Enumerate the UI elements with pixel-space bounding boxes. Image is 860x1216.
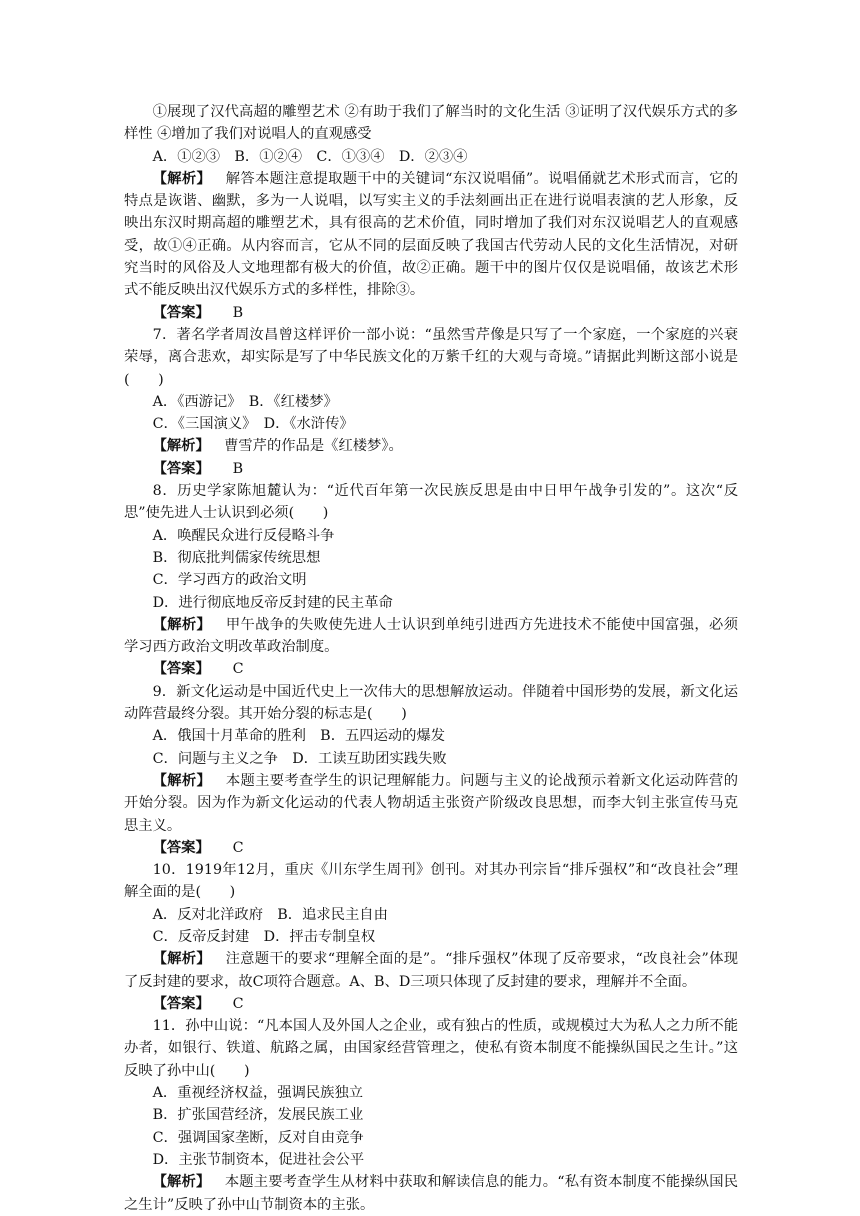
analysis-label: 【解析】 bbox=[152, 170, 212, 187]
answer-label: 【答案】 bbox=[152, 661, 210, 678]
analysis-label: 【解析】 bbox=[152, 951, 211, 968]
q8-option-a: A．唤醒民众进行反侵略斗争 bbox=[152, 527, 335, 544]
q6-answer bbox=[124, 302, 738, 324]
q8-option-d: D．进行彻底地反帝反封建的民主革命 bbox=[152, 594, 393, 611]
q10-options-cd: C．反帝反封建 D．抨击专制皇权 bbox=[152, 928, 376, 945]
answer-value: C bbox=[232, 839, 244, 856]
q9-options-ab: A．俄国十月革命的胜利 B．五四运动的爆发 bbox=[152, 728, 446, 745]
analysis-text: 本题主要考查学生的识记理解能力。问题与主义的论战预示着新文化运动阵营的开始分裂。因为作为新文化运动的代表人物胡适主张资产阶级改良思想，而李大钊主张宣传马克思主义。 bbox=[124, 772, 738, 834]
q7-stem: 7．著名学者周汝昌曾这样评价一部小说：“虽然雪芹像是只写了一个家庭，一个家庭的兴衰荣辱，离合悲欢，却实际是写了中华民族文化的万紫千红的大观与奇境。”请据此判断这部小说是( ) bbox=[124, 326, 738, 388]
analysis-text: 注意题干的要求“理解全面的是”。“排斥强权”体现了反帝要求，“改良社会”体现了反封建的要求，故C项符合题意。A、B、D三项只体现了反封建的要求，理解并不全面。 bbox=[124, 951, 738, 990]
q10-analysis bbox=[124, 948, 738, 993]
analysis-text: 曹雪芹的作品是《红楼梦》。 bbox=[224, 438, 403, 455]
q9-answer bbox=[124, 837, 738, 859]
q8-option-c: C．学习西方的政治文明 bbox=[152, 572, 307, 589]
answer-value: C bbox=[232, 661, 244, 678]
analysis-text: 甲午战争的失败使先进人士认识到单纯引进西方先进技术不能使中国富强，必须学习西方政治文明改革政治制度。 bbox=[124, 616, 738, 656]
q7-options-cd: C．《三国演义》 D．《水浒传》 bbox=[152, 416, 354, 433]
answer-label: 【答案】 bbox=[152, 304, 210, 321]
q10-stem: 10．1919年12月，重庆《川东学生周刊》创刊。对其办刊宗旨“排斥强权”和“改良社会”理解全面的是( ) bbox=[124, 862, 738, 901]
q8-analysis bbox=[124, 614, 738, 659]
analysis-text: 本题主要考查学生从材料中获取和解读信息的能力。“私有资本制度不能操纵国民之生计”反映了孙中山节制资本的主张。 bbox=[124, 1174, 738, 1213]
answer-label: 【答案】 bbox=[152, 839, 210, 856]
answer-value: C bbox=[232, 995, 244, 1012]
q8-answer bbox=[124, 658, 738, 680]
q9-analysis bbox=[124, 770, 738, 837]
q11-option-a: A．重视经济权益，强调民族独立 bbox=[152, 1085, 364, 1102]
q7-analysis bbox=[124, 435, 738, 457]
q11-option-c: C．强调国家垄断，反对自由竞争 bbox=[152, 1129, 364, 1146]
q11-analysis bbox=[124, 1171, 738, 1216]
answer-value: B bbox=[232, 304, 244, 321]
answer-value: B bbox=[232, 460, 244, 477]
answer-label: 【答案】 bbox=[152, 460, 210, 477]
analysis-label: 【解析】 bbox=[152, 616, 212, 633]
q9-stem: 9．新文化运动是中国近代史上一次伟大的思想解放运动。伴随着中国形势的发展，新文化运动阵营最终分裂。其开始分裂的标志是( ) bbox=[124, 683, 738, 723]
q9-options-cd: C．问题与主义之争 D．工读互助团实践失败 bbox=[152, 750, 447, 767]
q8-option-b: B．彻底批判儒家传统思想 bbox=[152, 549, 321, 566]
q7-answer bbox=[124, 458, 738, 480]
analysis-label: 【解析】 bbox=[152, 438, 210, 455]
q10-answer bbox=[124, 993, 738, 1015]
document-page bbox=[124, 101, 738, 1216]
analysis-text: 解答本题注意提取题干中的关键词“东汉说唱俑”。说唱俑就艺术形式而言，它的特点是诙谐、幽默，多为一人说唱，以写实主义的手法刻画出正在进行说唱表演的艺人形象，反映出东汉时期高超的雕塑艺术，具有很高的艺术价值，同时增加了我们对东汉说唱艺人的直观感受，故①④正确。从内容而言，它从不同的层面反映了我国古代劳动人民的文化生活情况，对研究当时的风俗及人文地理都有极大的价值，故②正确。题干中的图片仅仅是说唱俑，故该艺术形式不能反映出汉代娱乐方式的多样性，排除③。 bbox=[124, 170, 738, 299]
q6-options: A．①②③ B．①②④ C．①③④ D．②③④ bbox=[152, 148, 468, 165]
q8-stem: 8．历史学家陈旭麓认为：“近代百年第一次民族反思是由中日甲午战争引发的”。这次“反思”使先进人士认识到必须( ) bbox=[124, 483, 738, 522]
q11-option-b: B．扩张国营经济，发展民族工业 bbox=[152, 1107, 364, 1124]
q6-statements: ①展现了汉代高超的雕塑艺术 ②有助于我们了解当时的文化生活 ③证明了汉代娱乐方式的多样性 ④增加了我们对说唱人的直观感受 bbox=[124, 104, 738, 143]
q10-options-ab: A．反对北洋政府 B．追求民主自由 bbox=[152, 906, 388, 923]
q11-option-d: D．主张节制资本，促进社会公平 bbox=[152, 1151, 365, 1168]
q7-options-ab: A．《西游记》 B．《红楼梦》 bbox=[152, 393, 338, 410]
q11-stem: 11．孙中山说：“凡本国人及外国人之企业，或有独占的性质，或规模过大为私人之力所不能办者，如银行、铁道、航路之属，由国家经营管理之，使私有资本制度不能操纵国民之生计。”这反映了孙中山( ) bbox=[124, 1018, 738, 1079]
q6-analysis bbox=[124, 168, 738, 302]
answer-label: 【答案】 bbox=[152, 995, 210, 1012]
analysis-label: 【解析】 bbox=[152, 772, 212, 789]
analysis-label: 【解析】 bbox=[152, 1174, 211, 1191]
